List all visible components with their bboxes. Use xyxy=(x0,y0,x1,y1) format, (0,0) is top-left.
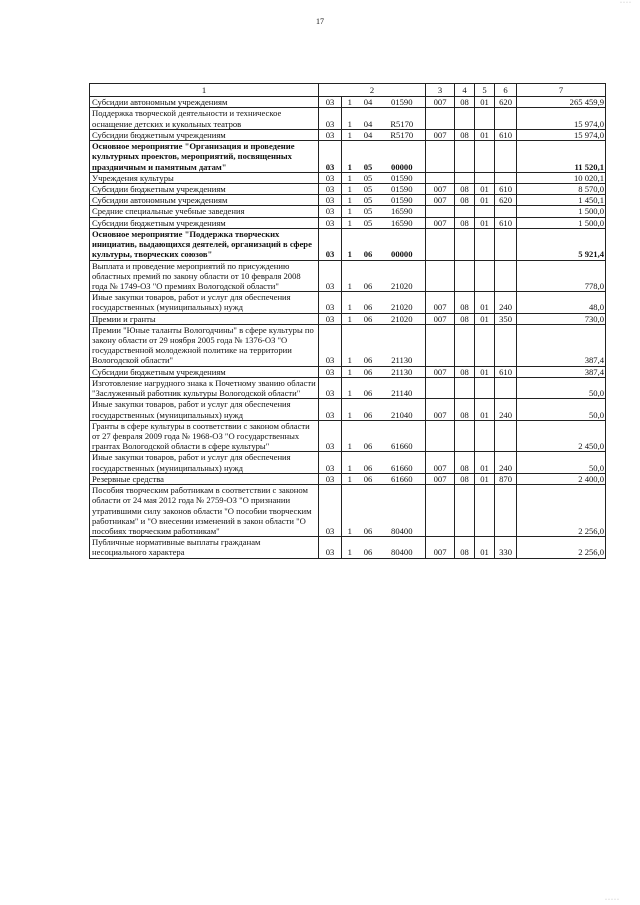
cell-ministry-code: 007 xyxy=(426,452,455,473)
cell-subsection-code: 01 xyxy=(475,537,495,558)
cell-program-code: 03 xyxy=(319,473,342,484)
cell-subsection-code: 01 xyxy=(475,129,495,140)
cell-ministry-code xyxy=(426,260,455,292)
cell-section-code: 08 xyxy=(455,313,475,324)
cell-ministry-code xyxy=(426,108,455,129)
cell-section-code xyxy=(455,172,475,183)
cell-subprogram-code: 1 xyxy=(342,485,358,537)
cell-program-code: 03 xyxy=(319,452,342,473)
cell-name: Учреждения культуры xyxy=(90,172,319,183)
cell-amount: 5 921,4 xyxy=(517,228,606,260)
cell-subsection-code xyxy=(475,324,495,366)
cell-ministry-code: 007 xyxy=(426,183,455,194)
cell-direction-code: 00000 xyxy=(379,141,426,173)
table-row xyxy=(90,292,606,313)
cell-direction-code: 61660 xyxy=(379,473,426,484)
cell-program-code: 03 xyxy=(319,195,342,206)
cell-direction-code: 21130 xyxy=(379,366,426,377)
cell-expense-type: 610 xyxy=(495,217,517,228)
cell-program-code: 03 xyxy=(319,206,342,217)
cell-subsection-code xyxy=(475,206,495,217)
cell-program-code: 03 xyxy=(319,172,342,183)
cell-name: Пособия творческим работникам в соответствии с законом области от 24 мая 2012 года № 2759-ОЗ "О признании утратившими силу законов области "О пособии творческим работникам" и "О внесении изменений в закон области "О пособиях творческим работникам" xyxy=(90,485,319,537)
cell-expense-type: 350 xyxy=(495,313,517,324)
cell-expense-type xyxy=(495,485,517,537)
cell-name: Публичные нормативные выплаты гражданам несоциального характера xyxy=(90,537,319,558)
cell-direction-code: 01590 xyxy=(379,183,426,194)
cell-direction-code: 21020 xyxy=(379,292,426,313)
cell-ministry-code xyxy=(426,141,455,173)
cell-ministry-code: 007 xyxy=(426,313,455,324)
cell-amount: 50,0 xyxy=(517,377,606,398)
cell-expense-type: 330 xyxy=(495,537,517,558)
cell-direction-code: 21020 xyxy=(379,313,426,324)
cell-subprogram-code: 1 xyxy=(342,473,358,484)
cell-amount: 10 020,1 xyxy=(517,172,606,183)
cell-expense-type: 240 xyxy=(495,452,517,473)
cell-section-code: 08 xyxy=(455,366,475,377)
cell-subsection-code: 01 xyxy=(475,183,495,194)
cell-program-code: 03 xyxy=(319,217,342,228)
cell-expense-type xyxy=(495,324,517,366)
cell-subprogram-code: 1 xyxy=(342,292,358,313)
cell-activity-code: 04 xyxy=(358,97,379,108)
table-header-row xyxy=(90,84,606,97)
cell-name: Субсидии автономным учреждениям xyxy=(90,195,319,206)
cell-activity-code: 06 xyxy=(358,377,379,398)
cell-subprogram-code: 1 xyxy=(342,537,358,558)
cell-section-code xyxy=(455,324,475,366)
cell-name: Иные закупки товаров, работ и услуг для обеспечения государственных (муниципальных) нужд xyxy=(90,452,319,473)
cell-program-code: 03 xyxy=(319,141,342,173)
cell-amount: 8 570,0 xyxy=(517,183,606,194)
cell-direction-code: 80400 xyxy=(379,537,426,558)
cell-name: Субсидии бюджетным учреждениям xyxy=(90,217,319,228)
cell-amount: 50,0 xyxy=(517,452,606,473)
cell-expense-type: 240 xyxy=(495,292,517,313)
cell-subsection-code xyxy=(475,141,495,173)
corner-mark-top: ···· xyxy=(620,0,632,6)
cell-ministry-code xyxy=(426,420,455,452)
cell-direction-code: 21130 xyxy=(379,324,426,366)
cell-expense-type xyxy=(495,172,517,183)
cell-amount: 778,0 xyxy=(517,260,606,292)
cell-subprogram-code: 1 xyxy=(342,97,358,108)
cell-subprogram-code: 1 xyxy=(342,195,358,206)
cell-subprogram-code: 1 xyxy=(342,141,358,173)
cell-subprogram-code: 1 xyxy=(342,366,358,377)
cell-program-code: 03 xyxy=(319,377,342,398)
cell-name: Гранты в сфере культуры в соответствии с законом области от 27 февраля 2009 года № 1968-ОЗ "О государственных грантах Вологодской области в сфере культуры" xyxy=(90,420,319,452)
table-row xyxy=(90,485,606,537)
cell-subsection-code: 01 xyxy=(475,313,495,324)
cell-activity-code: 05 xyxy=(358,172,379,183)
cell-amount: 1 450,1 xyxy=(517,195,606,206)
table-row xyxy=(90,97,606,108)
cell-amount: 1 500,0 xyxy=(517,217,606,228)
cell-expense-type xyxy=(495,141,517,173)
cell-subprogram-code: 1 xyxy=(342,108,358,129)
cell-activity-code: 06 xyxy=(358,485,379,537)
cell-activity-code: 06 xyxy=(358,313,379,324)
cell-direction-code: 01590 xyxy=(379,172,426,183)
cell-subprogram-code: 1 xyxy=(342,399,358,420)
cell-subsection-code xyxy=(475,108,495,129)
cell-activity-code: 06 xyxy=(358,366,379,377)
cell-section-code: 08 xyxy=(455,537,475,558)
page-number: 17 xyxy=(316,17,324,26)
cell-amount: 50,0 xyxy=(517,399,606,420)
header-col-5: 5 xyxy=(475,84,495,97)
cell-amount: 15 974,0 xyxy=(517,129,606,140)
cell-amount: 265 459,9 xyxy=(517,97,606,108)
cell-direction-code: 21140 xyxy=(379,377,426,398)
cell-activity-code: 06 xyxy=(358,228,379,260)
cell-subsection-code: 01 xyxy=(475,366,495,377)
cell-program-code: 03 xyxy=(319,292,342,313)
cell-expense-type: 620 xyxy=(495,195,517,206)
table-row xyxy=(90,313,606,324)
cell-activity-code: 06 xyxy=(358,452,379,473)
cell-ministry-code: 007 xyxy=(426,217,455,228)
cell-ministry-code: 007 xyxy=(426,292,455,313)
table-row xyxy=(90,473,606,484)
cell-subsection-code: 01 xyxy=(475,399,495,420)
cell-expense-type: 610 xyxy=(495,183,517,194)
cell-amount: 2 450,0 xyxy=(517,420,606,452)
cell-expense-type: 870 xyxy=(495,473,517,484)
cell-subsection-code xyxy=(475,228,495,260)
table-row xyxy=(90,260,606,292)
cell-program-code: 03 xyxy=(319,420,342,452)
cell-section-code xyxy=(455,206,475,217)
table-row xyxy=(90,366,606,377)
cell-name: Основное мероприятие "Организация и проведение культурных проектов, мероприятий, посвященных праздничным и памятным датам" xyxy=(90,141,319,173)
cell-subprogram-code: 1 xyxy=(342,260,358,292)
cell-name: Изготовление нагрудного знака к Почетному званию области "Заслуженный работник культуры Вологодской области" xyxy=(90,377,319,398)
table-row xyxy=(90,377,606,398)
cell-ministry-code xyxy=(426,206,455,217)
cell-section-code xyxy=(455,377,475,398)
cell-activity-code: 06 xyxy=(358,324,379,366)
cell-activity-code: 06 xyxy=(358,537,379,558)
cell-direction-code: 80400 xyxy=(379,485,426,537)
cell-subprogram-code: 1 xyxy=(342,313,358,324)
cell-section-code xyxy=(455,420,475,452)
table-row xyxy=(90,452,606,473)
table-row xyxy=(90,206,606,217)
table-row xyxy=(90,228,606,260)
header-col-6: 6 xyxy=(495,84,517,97)
cell-subprogram-code: 1 xyxy=(342,377,358,398)
cell-amount: 15 974,0 xyxy=(517,108,606,129)
cell-expense-type xyxy=(495,420,517,452)
cell-direction-code: 21020 xyxy=(379,260,426,292)
cell-section-code: 08 xyxy=(455,97,475,108)
cell-program-code: 03 xyxy=(319,260,342,292)
cell-direction-code: 00000 xyxy=(379,228,426,260)
cell-ministry-code: 007 xyxy=(426,129,455,140)
cell-direction-code: 61660 xyxy=(379,420,426,452)
table-row xyxy=(90,195,606,206)
cell-name: Средние специальные учебные заведения xyxy=(90,206,319,217)
cell-expense-type: 610 xyxy=(495,129,517,140)
cell-activity-code: 05 xyxy=(358,217,379,228)
budget-table-container xyxy=(89,83,605,559)
budget-table-body xyxy=(90,84,606,559)
cell-subprogram-code: 1 xyxy=(342,206,358,217)
cell-subsection-code: 01 xyxy=(475,292,495,313)
cell-name: Выплата и проведение мероприятий по присуждению областных премий по закону области от 10 февраля 2008 года № 1749-ОЗ "О премиях Вологодской области" xyxy=(90,260,319,292)
cell-amount: 387,4 xyxy=(517,324,606,366)
cell-ministry-code xyxy=(426,324,455,366)
header-col-3: 3 xyxy=(426,84,455,97)
cell-ministry-code xyxy=(426,377,455,398)
cell-activity-code: 05 xyxy=(358,206,379,217)
cell-program-code: 03 xyxy=(319,183,342,194)
cell-program-code: 03 xyxy=(319,129,342,140)
cell-expense-type xyxy=(495,228,517,260)
cell-subsection-code xyxy=(475,260,495,292)
cell-subprogram-code: 1 xyxy=(342,183,358,194)
cell-direction-code: 16590 xyxy=(379,206,426,217)
cell-expense-type xyxy=(495,108,517,129)
cell-section-code: 08 xyxy=(455,183,475,194)
cell-section-code: 08 xyxy=(455,292,475,313)
cell-ministry-code xyxy=(426,228,455,260)
cell-subsection-code xyxy=(475,377,495,398)
table-row xyxy=(90,129,606,140)
cell-program-code: 03 xyxy=(319,485,342,537)
cell-name: Субсидии автономным учреждениям xyxy=(90,97,319,108)
cell-subsection-code: 01 xyxy=(475,97,495,108)
table-row xyxy=(90,183,606,194)
table-row xyxy=(90,217,606,228)
cell-direction-code: 01590 xyxy=(379,97,426,108)
cell-subsection-code: 01 xyxy=(475,217,495,228)
cell-name: Иные закупки товаров, работ и услуг для обеспечения государственных (муниципальных) нужд xyxy=(90,292,319,313)
cell-name: Премии "Юные таланты Вологодчины" в сфере культуры по закону области от 29 ноября 2005 года № 1376-ОЗ "О государственной молодежной политике на территории Вологодской области" xyxy=(90,324,319,366)
cell-amount: 11 520,1 xyxy=(517,141,606,173)
cell-amount: 730,0 xyxy=(517,313,606,324)
cell-amount: 387,4 xyxy=(517,366,606,377)
cell-name: Субсидии бюджетным учреждениям xyxy=(90,183,319,194)
cell-subprogram-code: 1 xyxy=(342,452,358,473)
cell-ministry-code: 007 xyxy=(426,366,455,377)
table-row xyxy=(90,108,606,129)
cell-activity-code: 05 xyxy=(358,183,379,194)
cell-amount: 2 400,0 xyxy=(517,473,606,484)
cell-ministry-code: 007 xyxy=(426,399,455,420)
corner-mark-bottom: ····· xyxy=(605,897,620,903)
cell-expense-type: 240 xyxy=(495,399,517,420)
cell-name: Поддержка творческой деятельности и техническое оснащение детских и кукольных театров xyxy=(90,108,319,129)
cell-activity-code: 05 xyxy=(358,141,379,173)
cell-program-code: 03 xyxy=(319,324,342,366)
cell-activity-code: 05 xyxy=(358,195,379,206)
header-col-4: 4 xyxy=(455,84,475,97)
cell-name: Субсидии бюджетным учреждениям xyxy=(90,129,319,140)
cell-program-code: 03 xyxy=(319,313,342,324)
cell-section-code xyxy=(455,485,475,537)
cell-section-code: 08 xyxy=(455,217,475,228)
table-row xyxy=(90,420,606,452)
cell-ministry-code xyxy=(426,172,455,183)
cell-program-code: 03 xyxy=(319,399,342,420)
cell-direction-code: R5170 xyxy=(379,108,426,129)
cell-subsection-code xyxy=(475,420,495,452)
cell-section-code: 08 xyxy=(455,129,475,140)
cell-ministry-code: 007 xyxy=(426,195,455,206)
cell-ministry-code: 007 xyxy=(426,97,455,108)
cell-section-code: 08 xyxy=(455,399,475,420)
cell-expense-type: 610 xyxy=(495,366,517,377)
header-col-1: 1 xyxy=(90,84,319,97)
cell-activity-code: 06 xyxy=(358,260,379,292)
cell-expense-type xyxy=(495,206,517,217)
cell-name: Резервные средства xyxy=(90,473,319,484)
cell-subprogram-code: 1 xyxy=(342,420,358,452)
header-col-7: 7 xyxy=(517,84,606,97)
cell-direction-code: 01590 xyxy=(379,195,426,206)
cell-amount: 1 500,0 xyxy=(517,206,606,217)
cell-expense-type xyxy=(495,260,517,292)
cell-program-code: 03 xyxy=(319,228,342,260)
cell-expense-type xyxy=(495,377,517,398)
cell-amount: 2 256,0 xyxy=(517,485,606,537)
cell-ministry-code xyxy=(426,485,455,537)
cell-activity-code: 04 xyxy=(358,129,379,140)
budget-table xyxy=(89,83,606,559)
cell-section-code xyxy=(455,228,475,260)
cell-subsection-code: 01 xyxy=(475,473,495,484)
cell-activity-code: 06 xyxy=(358,399,379,420)
cell-subprogram-code: 1 xyxy=(342,228,358,260)
cell-direction-code: 16590 xyxy=(379,217,426,228)
cell-section-code: 08 xyxy=(455,452,475,473)
cell-subsection-code: 01 xyxy=(475,195,495,206)
cell-section-code: 08 xyxy=(455,195,475,206)
cell-section-code xyxy=(455,108,475,129)
cell-activity-code: 06 xyxy=(358,292,379,313)
cell-section-code xyxy=(455,141,475,173)
header-col-2: 2 xyxy=(319,84,426,97)
cell-program-code: 03 xyxy=(319,537,342,558)
cell-name: Иные закупки товаров, работ и услуг для обеспечения государственных (муниципальных) нужд xyxy=(90,399,319,420)
cell-activity-code: 06 xyxy=(358,420,379,452)
cell-expense-type: 620 xyxy=(495,97,517,108)
table-row xyxy=(90,141,606,173)
cell-subprogram-code: 1 xyxy=(342,172,358,183)
cell-name: Субсидии бюджетным учреждениям xyxy=(90,366,319,377)
cell-section-code: 08 xyxy=(455,473,475,484)
cell-direction-code: 21040 xyxy=(379,399,426,420)
cell-subprogram-code: 1 xyxy=(342,324,358,366)
cell-direction-code: 61660 xyxy=(379,452,426,473)
cell-subsection-code xyxy=(475,485,495,537)
cell-subsection-code xyxy=(475,172,495,183)
cell-section-code xyxy=(455,260,475,292)
table-row xyxy=(90,537,606,558)
cell-activity-code: 04 xyxy=(358,108,379,129)
table-row xyxy=(90,324,606,366)
cell-program-code: 03 xyxy=(319,97,342,108)
cell-direction-code: R5170 xyxy=(379,129,426,140)
cell-subprogram-code: 1 xyxy=(342,217,358,228)
cell-subsection-code: 01 xyxy=(475,452,495,473)
cell-name: Основное мероприятие "Поддержка творческих инициатив, выдающихся деятелей, организаций в сфере культуры, творческих союзов" xyxy=(90,228,319,260)
cell-activity-code: 06 xyxy=(358,473,379,484)
cell-program-code: 03 xyxy=(319,108,342,129)
cell-program-code: 03 xyxy=(319,366,342,377)
cell-name: Премии и гранты xyxy=(90,313,319,324)
cell-amount: 2 256,0 xyxy=(517,537,606,558)
table-row xyxy=(90,399,606,420)
cell-ministry-code: 007 xyxy=(426,537,455,558)
cell-ministry-code: 007 xyxy=(426,473,455,484)
cell-amount: 48,0 xyxy=(517,292,606,313)
cell-subprogram-code: 1 xyxy=(342,129,358,140)
table-row xyxy=(90,172,606,183)
